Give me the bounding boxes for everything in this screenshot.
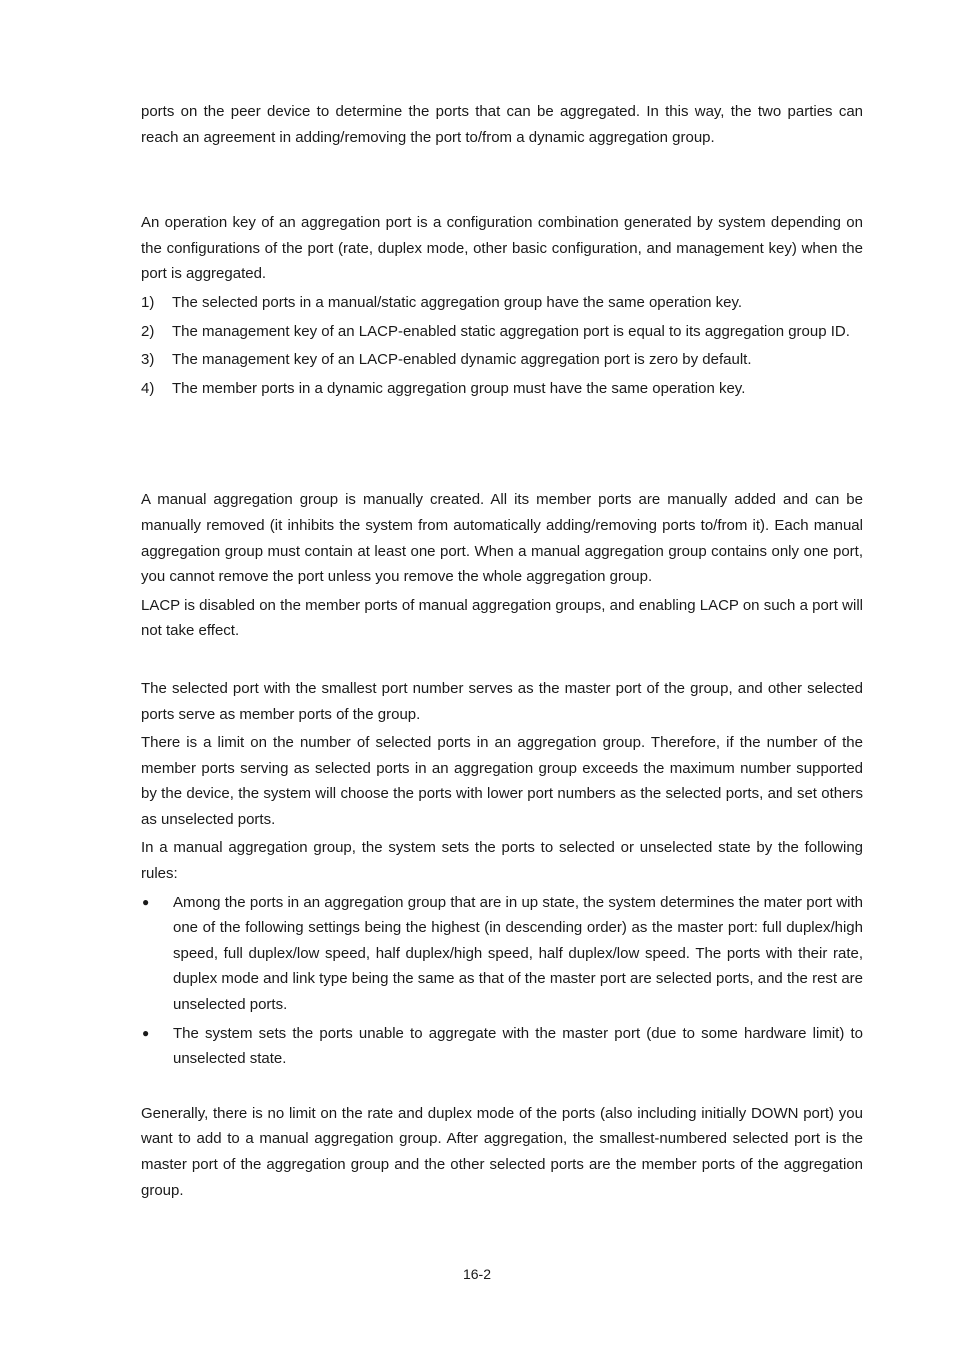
list-item xyxy=(141,376,863,402)
list-number: 4) xyxy=(141,379,155,397)
intro-paragraph: ports on the peer device to determine the ports that can be aggregated. In this way, the two parties can reach an agreement in adding/removing the port to/from a dynamic aggregation group. xyxy=(141,103,863,146)
manual-group-paragraph: A manual aggregation group is manually created. All its member ports are manually added and can be manually removed (it inhibits the system from automatically adding/removing ports to/from it). Each manual aggregation group must contain at least one port. When a manual aggregation group contains only one port, you cannot remove the port unless you remove the whole aggregation group. xyxy=(141,491,863,586)
page-number: 16-2 xyxy=(462,1266,492,1282)
bullet-icon: ● xyxy=(142,894,150,909)
operation-key-paragraph: An operation key of an aggregation port is a configuration combination generated by system depending on the configurations of the port (rate, duplex mode, other basic configuration, and management key) when the port is aggregated. xyxy=(141,214,863,283)
generally-paragraph: Generally, there is no limit on the rate and duplex mode of the ports (also including initially DOWN port) you want to add to a manual aggregation group. After aggregation, the smallest-numbered selected port is the master port of the aggregation group and the other selected ports are the member ports of the aggregation group. xyxy=(141,1104,863,1199)
bullet-list xyxy=(141,890,863,1072)
list-item-text: The selected ports in a manual/static aggregation group have the same operation key. xyxy=(172,293,743,311)
document-body xyxy=(141,99,863,1203)
list-item xyxy=(141,890,863,1018)
limit-paragraph: There is a limit on the number of selected ports in an aggregation group. Therefore, if the number of the member ports serving as selected ports in an aggregation group exceeds the maximum number supported by the device, the system will choose the ports with lower port numbers as the selected ports, and set others as unselected ports. xyxy=(141,734,863,828)
list-number: 1) xyxy=(141,293,155,311)
list-item xyxy=(141,347,863,373)
lacp-disabled-paragraph: LACP is disabled on the member ports of manual aggregation groups, and enabling LACP on such a port will not take effect. xyxy=(141,596,863,640)
master-port-paragraph: The selected port with the smallest port number serves as the master port of the group, and other selected ports serve as member ports of the group. xyxy=(141,679,863,723)
list-item-text: Among the ports in an aggregation group that are in up state, the system determines the mater port with one of the following settings being the highest (in descending order) as the master port: full duplex/high speed, full duplex/low speed, half duplex/high speed, half duplex/low speed. The ports with their rate, duplex mode and link type being the same as that of the master port are selected ports, and the rest are unselected ports. xyxy=(173,893,863,1014)
list-item-text: The member ports in a dynamic aggregation group must have the same operation key. xyxy=(172,379,746,397)
list-item xyxy=(141,290,863,316)
numbered-list xyxy=(141,290,863,401)
list-number: 2) xyxy=(141,322,155,340)
rules-intro-paragraph: In a manual aggregation group, the system sets the ports to selected or unselected state by the following rules: xyxy=(141,839,863,883)
list-item-text: The management key of an LACP-enabled dynamic aggregation port is zero by default. xyxy=(172,351,752,369)
list-item xyxy=(141,1021,863,1072)
list-item-text: The system sets the ports unable to aggregate with the master port (due to some hardware limit) to unselected state. xyxy=(173,1024,863,1068)
list-item-text: The management key of an LACP-enabled static aggregation port is equal to its aggregation group ID. xyxy=(172,322,850,340)
list-item xyxy=(141,319,863,345)
list-number: 3) xyxy=(141,351,155,369)
bullet-icon: ● xyxy=(142,1025,150,1040)
